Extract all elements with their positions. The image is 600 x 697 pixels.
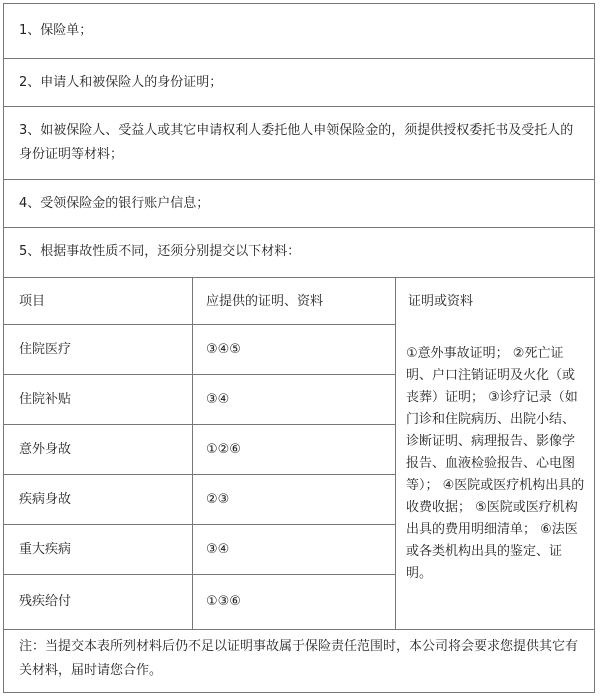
general-item-row [4,228,594,278]
table-row-item: 残疾给付 [19,594,72,609]
general-item-row [4,180,594,228]
row-divider [4,474,395,475]
table-row-docs: ①③⑥ [206,594,241,609]
general-item-text: 1、保险单； [19,23,93,38]
table-row-docs: ①②⑥ [206,442,241,457]
general-item-text: 2、申请人和被保险人的身份证明； [19,75,223,90]
table-row-item: 住院医疗 [19,342,72,357]
table-row-docs: ②③ [206,492,230,507]
row-divider [4,574,395,575]
table-row-item: 疾病身故 [19,492,72,507]
general-item-text: 3、如被保险人、受益人或其它申请权利人委托他人申领保险金的，须提供授权委托书及受托人的身份证明等材料； [19,123,574,162]
general-item-row [4,59,594,107]
table-row-item: 重大疾病 [19,542,72,557]
general-item-text: 4、受领保险金的银行账户信息； [19,196,210,211]
table-row-item: 住院补贴 [19,392,72,407]
table-row-docs: ③④⑤ [206,342,241,357]
row-divider [4,424,395,425]
evidence-description: ①意外事故证明； ②死亡证明、户口注销证明及火化（或丧葬）证明； ③诊疗记录（如门诊和住院病历、出院小结、诊断证明、病理报告、影像学报告、血液检验报告、心电图等）； ④医院或医疗机构出具的收费收据； ⑤医院或医疗机构出具的费用明细清单； ⑥法医或各类机构出具的鉴定、证明。 [406,346,585,581]
table-row-item: 意外身故 [19,442,72,457]
header-evidence: 证明或资料 [408,294,474,309]
general-item-row [4,107,594,180]
general-item-row [4,4,594,59]
column-divider [192,278,193,629]
row-divider [4,324,395,325]
header-docs: 应提供的证明、资料 [206,294,324,309]
row-divider [4,629,594,630]
general-item-text: 5、根据事故性质不同，还须分别提交以下材料： [19,244,301,259]
header-item: 项目 [19,294,46,309]
footnote: 注：当提交本表所列材料后仍不足以证明事故属于保险责任范围时，本公司将会要求您提供其它有关材料，届时请您合作。 [19,639,579,678]
table-row-docs: ③④ [206,542,230,557]
row-divider [4,524,395,525]
claim-materials-table [3,3,595,693]
row-divider [4,374,395,375]
column-divider [395,278,396,629]
table-row-docs: ③④ [206,392,230,407]
